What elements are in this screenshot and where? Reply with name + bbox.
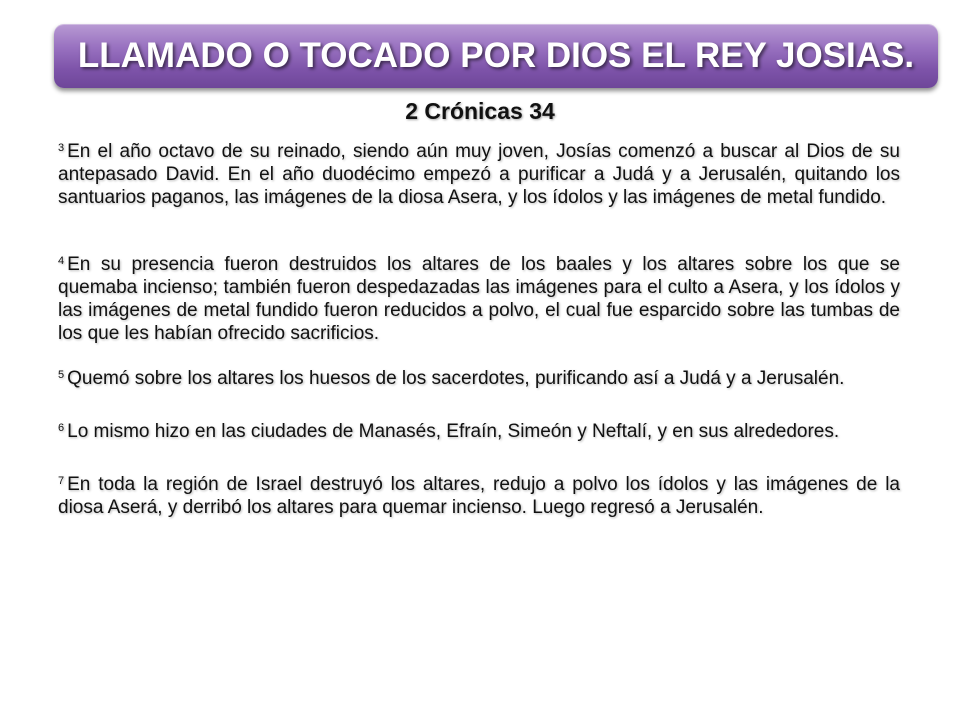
verse-4 <box>58 253 900 345</box>
slide-title: LLAMADO O TOCADO POR DIOS EL REY JOSIAS. <box>77 36 915 75</box>
title-banner <box>54 24 938 88</box>
verse-number: 4 <box>58 255 65 267</box>
scripture-reference: 2 Crónicas 34 <box>405 98 555 124</box>
verse-text: Quemó sobre los altares los huesos de los sacerdotes, purificando así a Judá y a Jerusalén. <box>67 368 845 389</box>
verse-number: 3 <box>58 142 65 154</box>
verses-body <box>58 140 900 519</box>
verse-number: 7 <box>58 475 65 487</box>
verse-number: 6 <box>58 422 65 434</box>
verse-7 <box>58 473 900 519</box>
verse-3 <box>58 140 900 209</box>
verse-6 <box>58 420 900 443</box>
verse-text: Lo mismo hizo en las ciudades de Manasés, Efraín, Simeón y Neftalí, y en sus alrededores. <box>67 421 840 442</box>
verse-5 <box>58 367 900 390</box>
verse-number: 5 <box>58 369 65 381</box>
verse-text: En el año octavo de su reinado, siendo aún muy joven, Josías comenzó a buscar al Dios de su antepasado David. En el año duodécimo empezó a purificar a Judá y a Jerusalén, quitando los santuarios paganos, las imágenes de la diosa Asera, y los ídolos y las imágenes de metal fundido. <box>58 141 900 208</box>
verse-text: En toda la región de Israel destruyó los altares, redujo a polvo los ídolos y las imágenes de la diosa Aserá, y derribó los altares para quemar incienso. Luego regresó a Jerusalén. <box>58 474 900 518</box>
verse-text: En su presencia fueron destruidos los altares de los baales y los altares sobre los que se quemaba incienso; también fueron despedazadas las imágenes para el culto a Asera, y los ídolos y las imágenes de metal fundido fueron reducidos a polvo, el cual fue esparcido sobre las tumbas de los que les habían ofrecido sacrificios. <box>58 254 900 344</box>
